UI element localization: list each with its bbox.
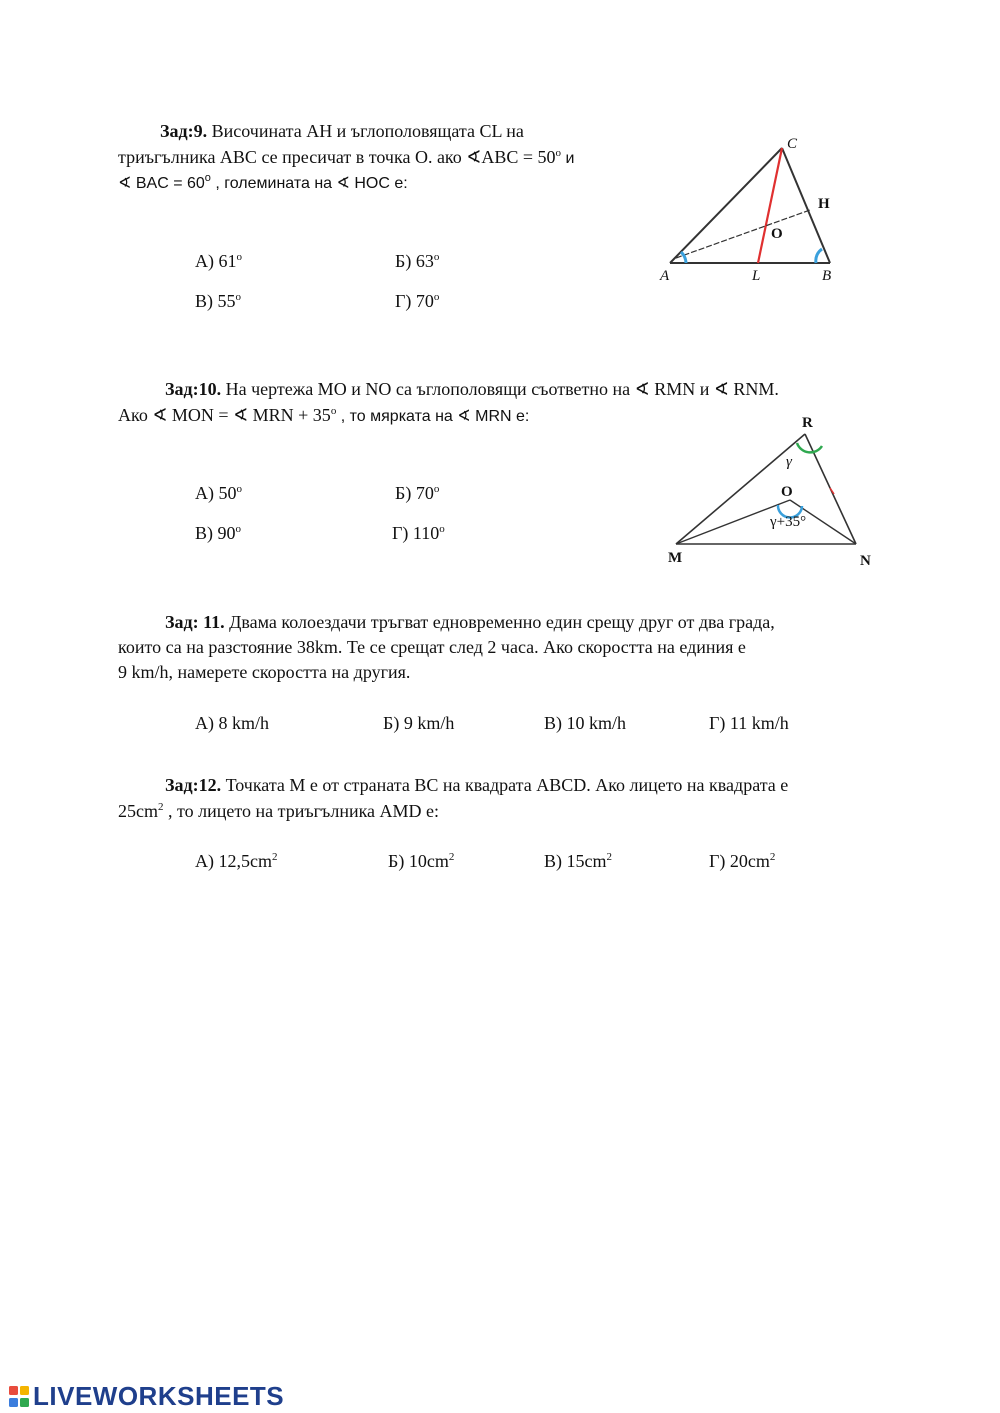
q10-label: Зад:10.	[165, 379, 222, 399]
q11-label: Зад: 11.	[165, 612, 225, 632]
q12-option-d-text: Г) 20cm	[709, 851, 770, 871]
q10-option-d[interactable]	[392, 522, 445, 544]
q10-option-d-text: Г) 110	[392, 523, 440, 543]
q12-sup: 2	[158, 801, 164, 813]
q10-option-d-deg: o	[439, 523, 445, 535]
q10-label-m: M	[668, 550, 683, 566]
q9-bisector-cl	[758, 148, 782, 263]
q10-option-a-deg: o	[236, 483, 242, 495]
q9-side-ac	[670, 148, 782, 263]
q11-option-d[interactable]: Г) 11 km/h	[709, 713, 789, 733]
q9-deg-bac: o	[204, 172, 211, 184]
q9-option-c-text: В) 55	[195, 291, 236, 311]
q9-label-o: O	[771, 226, 783, 242]
q9-angle-b-arc	[816, 249, 822, 263]
q10-label-gamma: γ	[786, 454, 792, 470]
q9-angle-a-arc	[681, 252, 686, 263]
q9-deg-abc: o	[555, 147, 562, 159]
q10-line-2	[118, 404, 529, 428]
q11-option-c[interactable]: В) 10 km/h	[544, 713, 627, 733]
q9-line-2	[118, 146, 574, 170]
q12-label: Зад:12.	[165, 775, 222, 795]
q12-text-2b: , то лицето на триъгълника AMD е:	[163, 801, 440, 821]
q12-text-2a: 25cm	[118, 801, 158, 821]
q10-triangle-figure	[660, 410, 890, 570]
q12-option-d-sup: 2	[769, 851, 776, 863]
q9-option-d-text: Г) 70	[395, 291, 434, 311]
q10-option-c-deg: o	[235, 523, 241, 535]
q9-label-h: H	[818, 196, 830, 212]
q10-option-c[interactable]	[195, 522, 241, 544]
q11-line-3	[118, 661, 410, 683]
q11-option-b[interactable]: Б) 9 km/h	[383, 713, 455, 733]
q9-line-1	[160, 120, 524, 142]
q11-text-3: 9 km/h, намерете скоростта на другия.	[118, 662, 411, 682]
q11-option-a[interactable]: А) 8 km/h	[195, 713, 269, 733]
q9-text-3b: , големината на ∢ HOC е:	[210, 175, 408, 192]
q9-text-1: Височината AH и ъглополовящата CL на	[207, 121, 524, 141]
q9-option-d[interactable]	[395, 290, 439, 312]
q10-label-gamma35: γ+35°	[770, 514, 807, 530]
liveworksheets-logo[interactable]	[8, 1381, 284, 1412]
q10-option-b[interactable]	[395, 482, 439, 504]
q10-line-1	[165, 378, 779, 400]
q9-altitude-ah	[676, 210, 810, 258]
q12-option-b[interactable]	[388, 850, 454, 872]
q9-label-l: L	[752, 268, 761, 284]
q10-label-r: R	[802, 415, 813, 431]
q9-option-a[interactable]	[195, 250, 242, 272]
q9-label: Зад:9.	[160, 121, 208, 141]
q12-option-b-sup: 2	[448, 851, 455, 863]
q12-option-a[interactable]	[195, 850, 277, 872]
q12-option-a-text: А) 12,5cm	[195, 851, 272, 871]
q12-option-a-sup: 2	[271, 851, 278, 863]
q10-option-c-text: В) 90	[195, 523, 236, 543]
q11-line-1	[165, 611, 775, 633]
q10-label-n: N	[860, 553, 871, 569]
q9-text-2-tail: и	[561, 150, 575, 167]
q12-option-c[interactable]	[544, 850, 612, 872]
liveworksheets-logo-text: LIVEWORKSHEETS	[33, 1381, 285, 1411]
q12-option-c-text: В) 15cm	[544, 851, 607, 871]
q10-text-2a: Ако ∢ MON = ∢ MRN + 35	[118, 405, 331, 425]
q10-text-1: На чертежа MO и NO са ъглополовящи съответно на ∢ RMN и ∢ RNM.	[221, 379, 779, 399]
q9-option-a-deg: o	[236, 251, 242, 263]
q10-option-b-text: Б) 70	[395, 483, 434, 503]
q11-line-2	[118, 636, 746, 658]
q9-text-3a: ∢ BAC = 60	[118, 175, 205, 192]
q12-option-d[interactable]	[709, 850, 775, 872]
q10-label-o: O	[781, 484, 793, 500]
q10-text-2b: , то мярката на ∢ MRN е:	[336, 408, 530, 425]
q9-option-b[interactable]	[395, 250, 439, 272]
q9-line-3	[118, 173, 408, 195]
q9-option-c[interactable]	[195, 290, 241, 312]
liveworksheets-logo-icon	[8, 1384, 30, 1410]
q9-option-c-deg: o	[235, 291, 241, 303]
q10-deg: o	[330, 405, 337, 417]
q10-option-a[interactable]	[195, 482, 242, 504]
q11-text-1: Двама колоездачи тръгват едновременно един срещу друг от два града,	[224, 612, 775, 632]
q9-label-c: C	[787, 136, 798, 152]
q9-label-b: B	[822, 268, 832, 284]
q9-triangle-figure	[650, 130, 890, 290]
q9-option-b-text: Б) 63	[395, 251, 434, 271]
q9-option-d-deg: o	[433, 291, 440, 303]
q10-option-b-deg: o	[433, 483, 440, 495]
q12-line-1	[165, 774, 788, 796]
q12-line-2	[118, 800, 439, 822]
q9-label-a: A	[660, 268, 670, 284]
q12-option-c-sup: 2	[606, 851, 612, 863]
q10-option-a-text: А) 50	[195, 483, 237, 503]
q12-text-1: Точката M е от страната BC на квадрата ABCD. Ако лицето на квадрата е	[221, 775, 789, 795]
q12-option-b-text: Б) 10cm	[388, 851, 449, 871]
q9-option-b-deg: o	[433, 251, 440, 263]
q11-text-2: които са на разстояние 38km. Те се срещат след 2 часа. Ако скоростта на единия е	[118, 637, 746, 657]
q9-option-a-text: А) 61	[195, 251, 237, 271]
q9-text-2: триъгълника ABC се пресичат в точка О. ако ∢ABC = 50	[118, 147, 556, 167]
